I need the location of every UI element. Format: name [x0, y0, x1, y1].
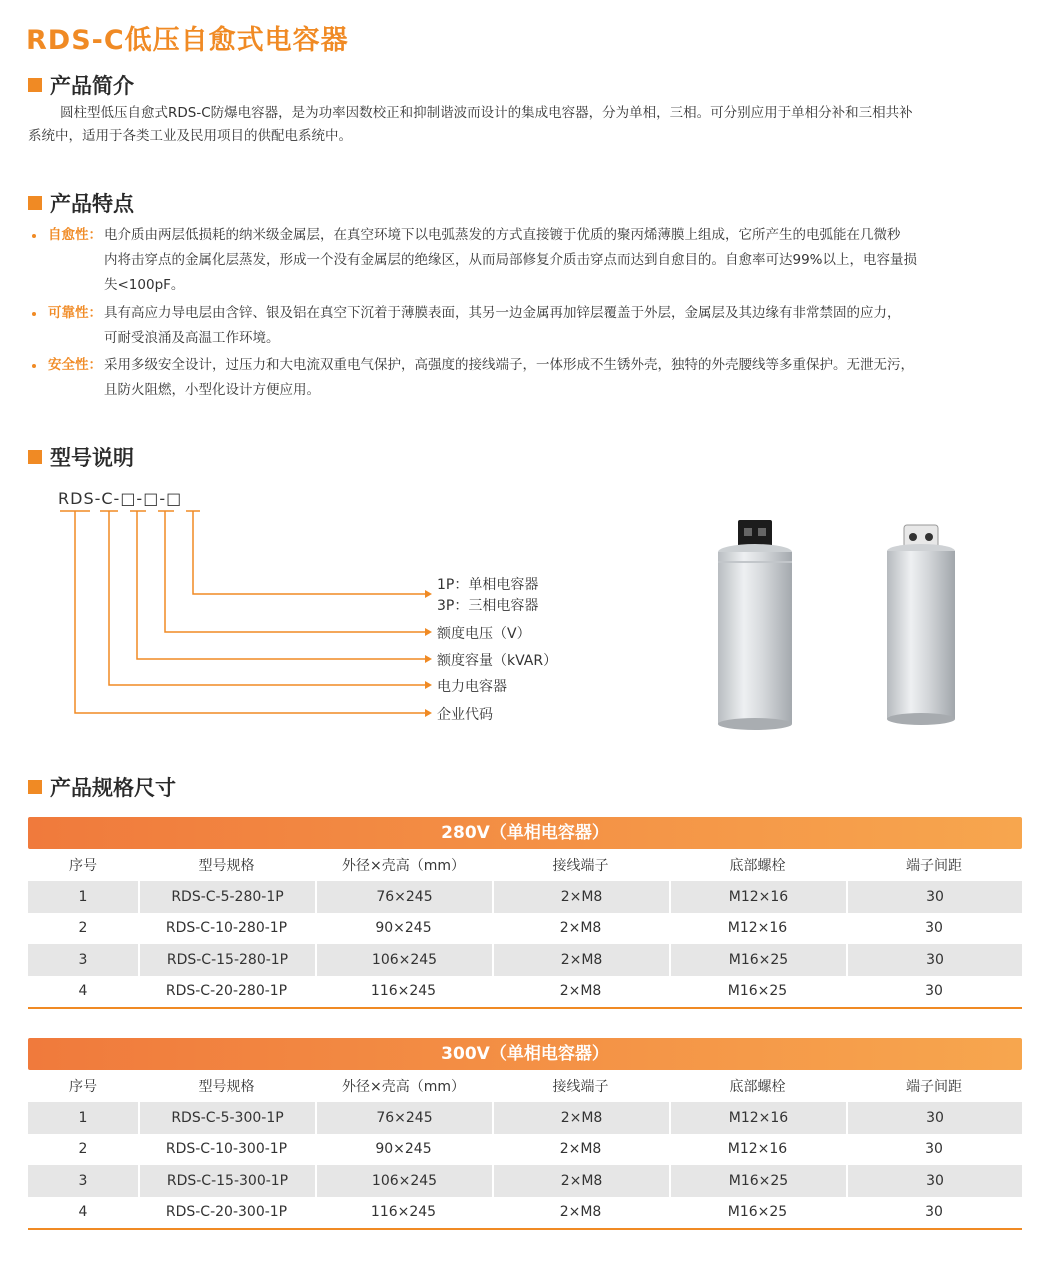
model-label-3p: 3P：三相电容器 — [437, 598, 539, 614]
table-cell: 76×245 — [315, 881, 492, 913]
table-bottom-rule — [28, 1228, 1022, 1230]
table-cell: 2 — [78, 1141, 88, 1158]
spec-table-300v — [28, 1038, 1022, 1230]
spec-table-280v — [28, 817, 1022, 1009]
capacitor-image-black-terminal — [700, 510, 810, 732]
feature-line: 电介质由两层低损耗的纳米级金属层，在真空环境下以电弧蒸发的方式直接镀于优质的聚丙烯薄膜上组成，它所产生的电弧能在几微秒 — [104, 227, 901, 243]
column-header: 端子间距 — [906, 858, 962, 874]
table-header-row — [28, 849, 1022, 881]
column-header: 序号 — [69, 1079, 97, 1095]
feature-line: 失<100pF。 — [104, 277, 185, 293]
column-header: 型号规格 — [198, 858, 255, 874]
table-cell: M16×25 — [727, 983, 788, 1000]
table-cell: 30 — [846, 1102, 1022, 1134]
table-row — [28, 1102, 1022, 1134]
model-label-1p: 1P：单相电容器 — [437, 577, 539, 593]
intro-text-line-2: 系统中，适用于各类工业及民用项目的供配电系统中。 — [28, 128, 352, 144]
table-cell: 90×245 — [375, 920, 432, 937]
column-header: 底部螺栓 — [729, 1079, 786, 1095]
feature-line: 可耐受浪涌及高温工作环境。 — [104, 330, 280, 346]
table-cell: 30 — [925, 1204, 943, 1221]
feature-line: 且防火阻燃，小型化设计方便应用。 — [104, 382, 320, 398]
table-cell: 2×M8 — [559, 920, 602, 937]
model-label-company: 企业代码 — [437, 707, 493, 723]
table-row — [28, 1197, 1022, 1229]
table-title: 300V（单相电容器） — [28, 1038, 1022, 1070]
feature-line: 具有高应力导电层由含锌、银及铝在真空下沉着于薄膜表面，其另一边金属再加锌层覆盖于外层，金属层及其边缘有非常禁固的应力， — [104, 305, 901, 321]
table-cell: 1 — [78, 1109, 88, 1126]
table-cell: 106×245 — [315, 944, 492, 976]
table-cell: 3 — [78, 1172, 88, 1189]
model-label-capacity: 额度容量（kVAR） — [437, 653, 558, 669]
intro-text-line-1: 圆柱型低压自愈式RDS-C防爆电容器，是为功率因数校正和抑制谐波而设计的集成电容器，分为单相，三相。可分别应用于单相分补和三相共补 — [60, 105, 913, 121]
table-cell: 2×M8 — [559, 1141, 602, 1158]
table-cell: 30 — [925, 1141, 943, 1158]
model-code: RDS-C-□-□-□ — [58, 489, 183, 508]
table-cell: 2×M8 — [492, 1102, 669, 1134]
table-cell: M12×16 — [669, 1102, 846, 1134]
table-cell: 1 — [78, 888, 88, 905]
table-row — [28, 944, 1022, 976]
table-cell: 2×M8 — [559, 983, 602, 1000]
section-specs-heading — [28, 772, 176, 802]
column-header: 序号 — [69, 858, 97, 874]
table-row — [28, 913, 1022, 945]
table-cell: RDS-C-15-300-1P — [138, 1165, 315, 1197]
column-header: 接线端子 — [552, 1079, 609, 1095]
table-cell: 2×M8 — [492, 1165, 669, 1197]
column-header: 接线端子 — [552, 858, 609, 874]
column-header: 型号规格 — [198, 1079, 255, 1095]
table-cell: 106×245 — [315, 1165, 492, 1197]
section-features-title: 产品特点 — [50, 192, 134, 216]
table-cell: M16×25 — [669, 1165, 846, 1197]
feature-line: 内将击穿点的金属化层蒸发，形成一个没有金属层的绝缘区，从而局部修复介质击穿点而达到自愈目的。自愈率可达99%以上，电容量损 — [104, 252, 918, 268]
column-header: 端子间距 — [906, 1079, 962, 1095]
table-cell: 30 — [925, 983, 943, 1000]
section-model-title: 型号说明 — [50, 446, 134, 470]
table-header-row — [28, 1070, 1022, 1102]
table-cell: M12×16 — [669, 881, 846, 913]
table-cell: RDS-C-10-280-1P — [165, 920, 288, 937]
table-cell: M16×25 — [669, 944, 846, 976]
feature-label: 安全性： — [48, 357, 102, 373]
table-cell: 30 — [846, 1165, 1022, 1197]
table-cell: RDS-C-5-280-1P — [138, 881, 315, 913]
table-cell: M12×16 — [727, 920, 788, 937]
table-cell: 4 — [78, 983, 88, 1000]
table-cell: 116×245 — [370, 983, 437, 1000]
table-cell: 2×M8 — [492, 881, 669, 913]
table-bottom-rule — [28, 1007, 1022, 1009]
table-cell: 30 — [846, 881, 1022, 913]
table-cell: 4 — [78, 1204, 88, 1221]
table-cell: RDS-C-20-280-1P — [165, 983, 288, 1000]
column-header: 外径×壳高（mm） — [341, 1079, 465, 1095]
feature-label: 可靠性： — [48, 305, 102, 321]
feature-line: 采用多级安全设计，过压力和大电流双重电气保护，高强度的接线端子，一体形成不生锈外壳，独特的外壳腰线等多重保护。无泄无污， — [104, 357, 914, 373]
table-cell: 2 — [78, 920, 88, 937]
table-cell: RDS-C-5-300-1P — [138, 1102, 315, 1134]
table-row — [28, 1165, 1022, 1197]
table-cell: 90×245 — [375, 1141, 432, 1158]
table-cell: 30 — [846, 944, 1022, 976]
table-row — [28, 976, 1022, 1008]
table-cell: 76×245 — [315, 1102, 492, 1134]
table-row — [28, 1134, 1022, 1166]
section-intro-title: 产品简介 — [50, 74, 134, 98]
table-cell: 2×M8 — [559, 1204, 602, 1221]
table-cell: RDS-C-15-280-1P — [138, 944, 315, 976]
table-cell: 30 — [925, 920, 943, 937]
model-label-voltage: 额度电压（V） — [437, 626, 531, 642]
capacitor-image-clear-terminal — [870, 515, 970, 729]
model-label-capacitor: 电力电容器 — [437, 679, 507, 695]
table-cell: 116×245 — [370, 1204, 437, 1221]
section-specs-title: 产品规格尺寸 — [50, 776, 176, 800]
table-cell: 3 — [78, 951, 88, 968]
table-row — [28, 881, 1022, 913]
section-marker-icon — [28, 780, 42, 794]
table-cell: RDS-C-20-300-1P — [165, 1204, 288, 1221]
table-title: 280V（单相电容器） — [28, 817, 1022, 849]
column-header: 外径×壳高（mm） — [341, 858, 465, 874]
table-cell: M16×25 — [727, 1204, 788, 1221]
table-cell: RDS-C-10-300-1P — [165, 1141, 288, 1158]
column-header: 底部螺栓 — [729, 858, 786, 874]
page-title: RDS-C低压自愈式电容器 — [26, 25, 349, 56]
table-cell: M12×16 — [727, 1141, 788, 1158]
feature-label: 自愈性： — [48, 227, 102, 243]
table-cell: 2×M8 — [492, 944, 669, 976]
